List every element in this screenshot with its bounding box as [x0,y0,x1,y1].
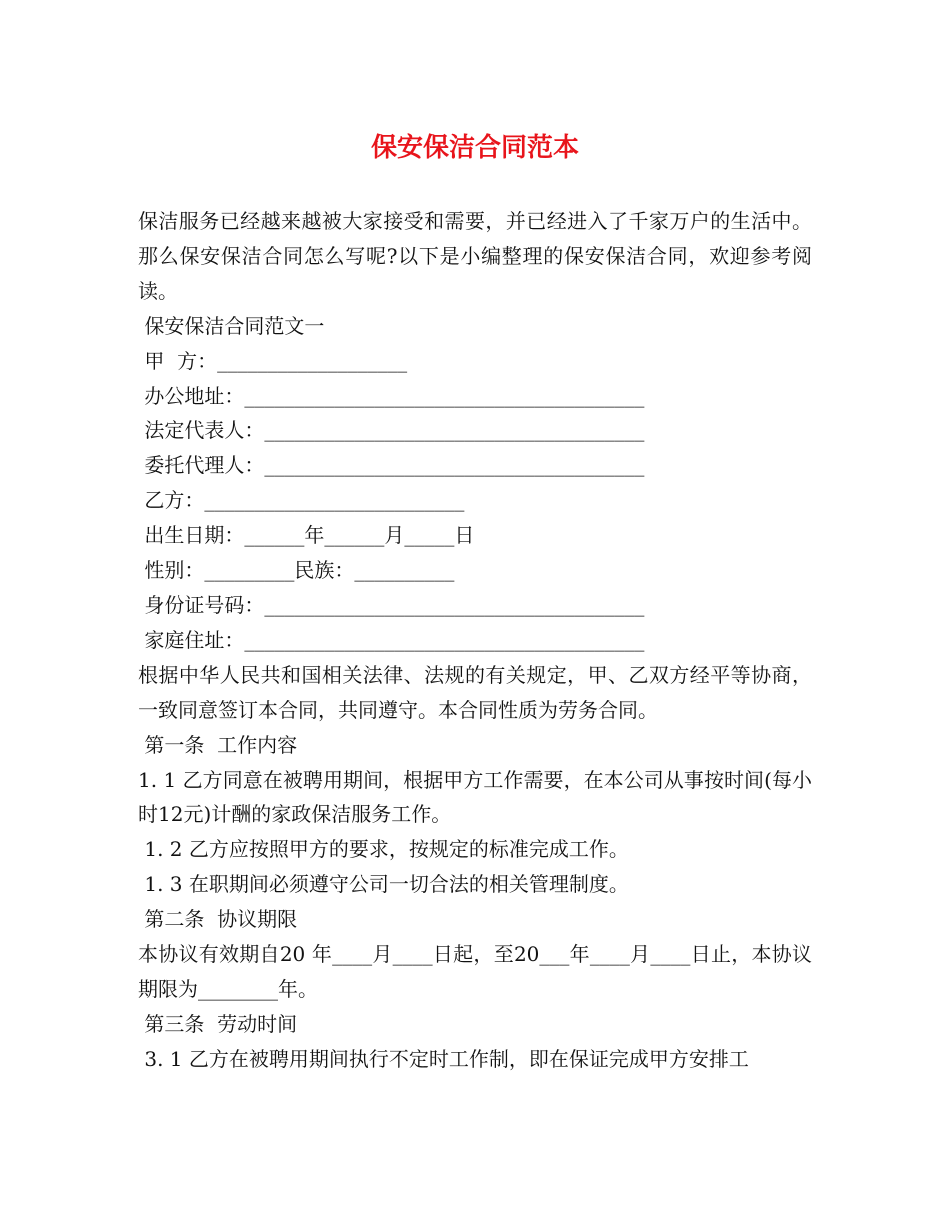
section-heading-sample-one: 保安保洁合同范文一 [138,313,325,338]
article-one-heading: 第一条 工作内容 [138,732,298,757]
party-a-field: 甲 方：___________________ [138,348,408,373]
document-title: 保安保洁合同范本 [370,133,579,163]
legal-representative-field: 法定代表人：______________________________________ [138,418,645,443]
clause-1-3: 1. 3 在职期间必须遵守公司一切合法的相关管理制度。 [138,872,629,897]
clause-3-1: 3. 1 乙方在被聘用期间执行不定时工作制，即在保证完成甲方安排工 [138,1046,749,1071]
authorized-agent-field: 委托代理人：______________________________________ [138,453,645,478]
legal-basis-paragraph: 根据中华人民共和国相关法律、法规的有关规定，甲、乙双方经平等协商，一致同意签订本合同，共同遵守。本合同性质为劳务合同。 [138,662,812,722]
term-paragraph: 本协议有效期自20 年____月____日起，至20___年____月____日止，本协议期限为________年。 [138,942,812,1001]
home-address-field: 家庭住址：________________________________________ [138,627,645,652]
birth-date-field: 出生日期：______年______月_____日 [138,523,475,548]
office-address-field: 办公地址：________________________________________ [138,383,645,408]
article-two-heading: 第二条 协议期限 [138,907,298,932]
gender-ethnicity-field: 性别：_________民族：__________ [138,558,455,583]
article-three-heading: 第三条 劳动时间 [138,1011,298,1036]
clause-1-2: 1. 2 乙方应按照甲方的要求，按规定的标准完成工作。 [138,837,629,862]
clause-1-1: 1. 1 乙方同意在被聘用期间，根据甲方工作需要，在本公司从事按时间(每小时12元)计酬的家政保洁服务工作。 [138,767,812,827]
party-b-field: 乙方：__________________________ [138,488,465,513]
id-number-field: 身份证号码：______________________________________ [138,592,645,617]
intro-paragraph: 保洁服务已经越来越被大家接受和需要，并已经进入了千家万户的生活中。那么保安保洁合同怎么写呢?以下是小编整理的保安保洁合同，欢迎参考阅读。 [138,209,812,303]
document-body [138,204,812,1077]
